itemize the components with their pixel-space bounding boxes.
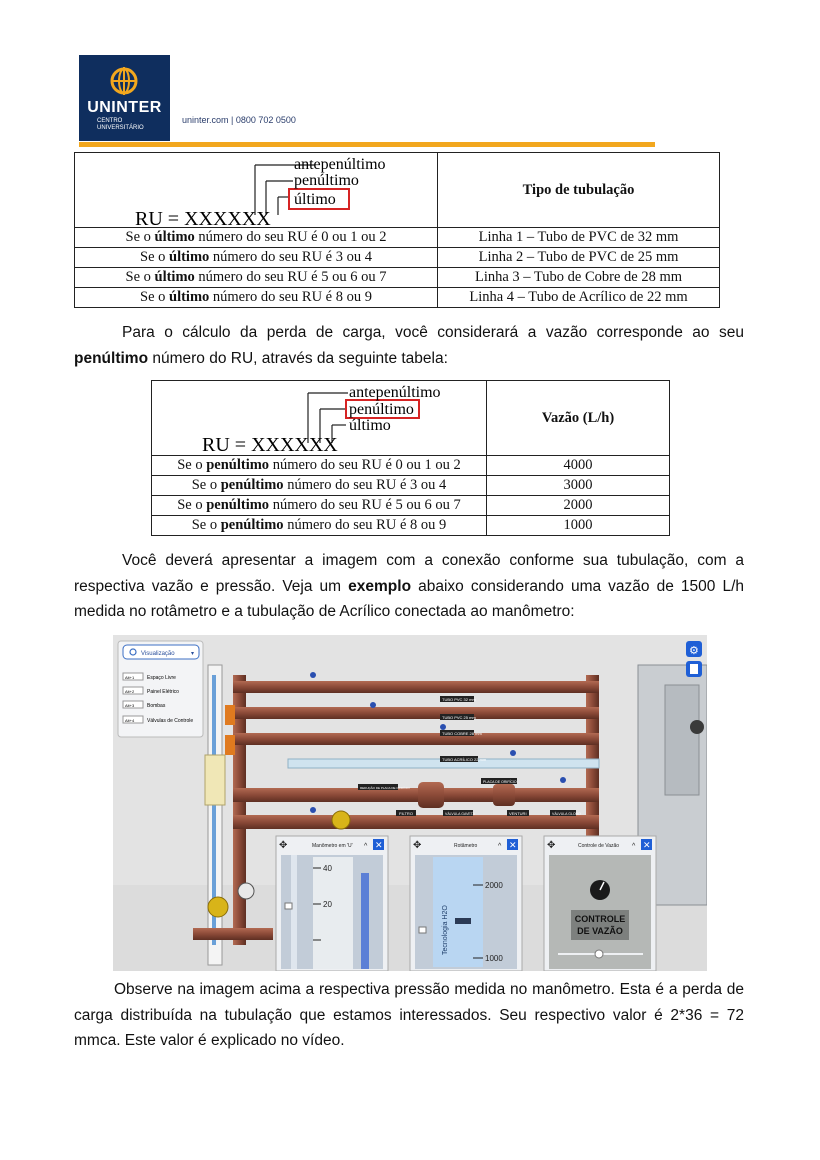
flow-slider-handle: [595, 950, 603, 958]
manometer-panel[interactable]: [276, 836, 388, 971]
fitting-label-globo: VÁLVULA GLOBO: [552, 812, 581, 816]
logo-subtitle: CENTRO UNIVERSITÁRIO: [97, 118, 144, 131]
manometer-title: Manômetro em 'U': [312, 843, 353, 849]
visualization-button-label: Visualização: [141, 651, 175, 657]
menu-item-espaco-livre: Espaço Livre: [147, 675, 176, 681]
pipe-label-acrilico22: TUBO ACRÍLICO 22 mm: [442, 757, 487, 762]
collapse-icon: ^: [364, 843, 368, 850]
fitting-label-placa: PLACA DE ORIFÍCIO: [483, 780, 517, 784]
label-penultimo: penúltimo: [349, 401, 414, 418]
fitting-label-gaveta: VÁLVULA GAVETA: [445, 812, 475, 816]
collapse-icon: ^: [498, 843, 502, 850]
table-row: Se o penúltimo número do seu RU é 0 ou 1 ou 2 4000: [152, 456, 670, 476]
pipe-label-pvc32: TUBO PVC 32 mm: [442, 697, 476, 702]
table-row: Se o penúltimo número do seu RU é 8 ou 9 1000: [152, 516, 670, 536]
ru-diagram-penultimo: [152, 381, 492, 455]
table-row: Se o último número do seu RU é 8 ou 9 Linha 4 – Tubo de Acrílico de 22 mm: [75, 288, 720, 308]
paragraph-exemplo: Você deverá apresentar a imagem com a conexão conforme sua tubulação, com a respectiva vazão e pressão. Veja um exemplo abaixo considerando uma vazão de 1500 L/h medida no rotâmetro e a tubulação de Acrílico conectada ao manômetro:: [74, 552, 745, 620]
header-contact: uninter.com | 0800 702 0500: [182, 115, 296, 125]
fitting-label-filtro: FILTRO: [399, 811, 413, 816]
rotameter-brand: Tecnologia H2O: [442, 905, 449, 955]
globe-icon: [93, 63, 155, 99]
manometer-tick-40: 40: [323, 864, 332, 873]
ru-diagram-cell: [152, 381, 487, 456]
chevron-down-icon: ▾: [191, 651, 195, 657]
ru-diagram-ultimo: [75, 153, 445, 227]
gear-icon: ⚙: [689, 644, 699, 657]
pipe-label-pvc25: TUBO PVC 25 mm: [442, 715, 476, 720]
ru-text: RU = XXXXXX: [202, 434, 338, 455]
uninter-logo: [79, 55, 170, 141]
flow-control-title: Controle de Vazão: [578, 843, 620, 849]
svg-text:✕: ✕: [509, 840, 517, 850]
move-icon: ✥: [547, 840, 556, 851]
fitting-label-reducao: REDUÇÃO DE PLACA DE ORIFÍCIO: [360, 786, 410, 790]
flow-control-label-2: DE VAZÃO: [577, 926, 623, 936]
svg-text:Alt+4: Alt+4: [125, 718, 135, 723]
rotameter-tick-1000: 1000: [485, 954, 503, 963]
move-icon: ✥: [413, 840, 422, 851]
label-ultimo: último: [294, 191, 336, 208]
flow-control-label-1: CONTROLE: [574, 914, 626, 924]
table-row: Se o penúltimo número do seu RU é 3 ou 4 3000: [152, 476, 670, 496]
pipe-label-cobre28: TUBO COBRE 28 mm: [442, 731, 482, 736]
manometer-tick-20: 20: [323, 900, 332, 909]
visualization-menu[interactable]: [118, 641, 203, 737]
collapse-icon: ^: [632, 843, 636, 850]
document-icon: [690, 664, 698, 674]
rotameter-tick-2000: 2000: [485, 881, 503, 890]
simulator-screenshot: [113, 635, 707, 971]
svg-text:✕: ✕: [375, 840, 383, 850]
svg-text:Alt+3: Alt+3: [125, 703, 135, 708]
menu-item-valvulas: Válvulas de Controle: [147, 718, 194, 724]
simulator-scene: [113, 635, 707, 971]
ru-diagram-cell: [75, 153, 438, 228]
ru-text: RU = XXXXXX: [135, 208, 271, 227]
table-row: Se o último número do seu RU é 5 ou 6 ou 7 Linha 3 – Tubo de Cobre de 28 mm: [75, 268, 720, 288]
svg-text:Alt+1: Alt+1: [125, 675, 135, 680]
fitting-label-venturi: VENTURI: [509, 811, 527, 816]
table-row: Se o último número do seu RU é 3 ou 4 Linha 2 – Tubo de PVC de 25 mm: [75, 248, 720, 268]
svg-text:✕: ✕: [643, 840, 651, 850]
rotameter-panel[interactable]: [410, 836, 522, 971]
svg-text:Alt+2: Alt+2: [125, 689, 135, 694]
table-row: Se o penúltimo número do seu RU é 5 ou 6 ou 7 2000: [152, 496, 670, 516]
header-divider: [79, 142, 655, 147]
paragraph-vazao-intro: Para o cálculo da perda de carga, você considerará a vazão corresponde ao seu penúltimo número do RU, através da seguinte tabela:: [74, 324, 744, 367]
flow-rate-table: [151, 380, 670, 536]
menu-item-bombas: Bombas: [147, 703, 166, 709]
pipe-type-table: [74, 152, 720, 308]
label-ultimo: último: [349, 417, 391, 434]
table2-header: Vazão (L/h): [487, 381, 670, 456]
rotameter-title: Rotâmetro: [454, 843, 478, 849]
table-row: Se o último número do seu RU é 0 ou 1 ou 2 Linha 1 – Tubo de PVC de 32 mm: [75, 228, 720, 248]
label-antepenultimo: antepenúltimo: [294, 156, 386, 173]
label-antepenultimo: antepenúltimo: [349, 384, 441, 401]
flow-control-panel[interactable]: [544, 836, 656, 971]
menu-item-painel-eletrico: Painel Elétrico: [147, 689, 179, 695]
logo-name: UNINTER: [87, 99, 162, 116]
label-penultimo: penúltimo: [294, 172, 359, 189]
paragraph-observe: Observe na imagem acima a respectiva pressão medida no manômetro. Esta é a perda de carga distribuída na tubulação que estamos interessados. Seu respectivo valor é 2*36 = 72 mmca. Este valor é explicado no vídeo.: [74, 981, 744, 1049]
move-icon: ✥: [279, 840, 288, 851]
table1-header: Tipo de tubulação: [438, 153, 720, 228]
